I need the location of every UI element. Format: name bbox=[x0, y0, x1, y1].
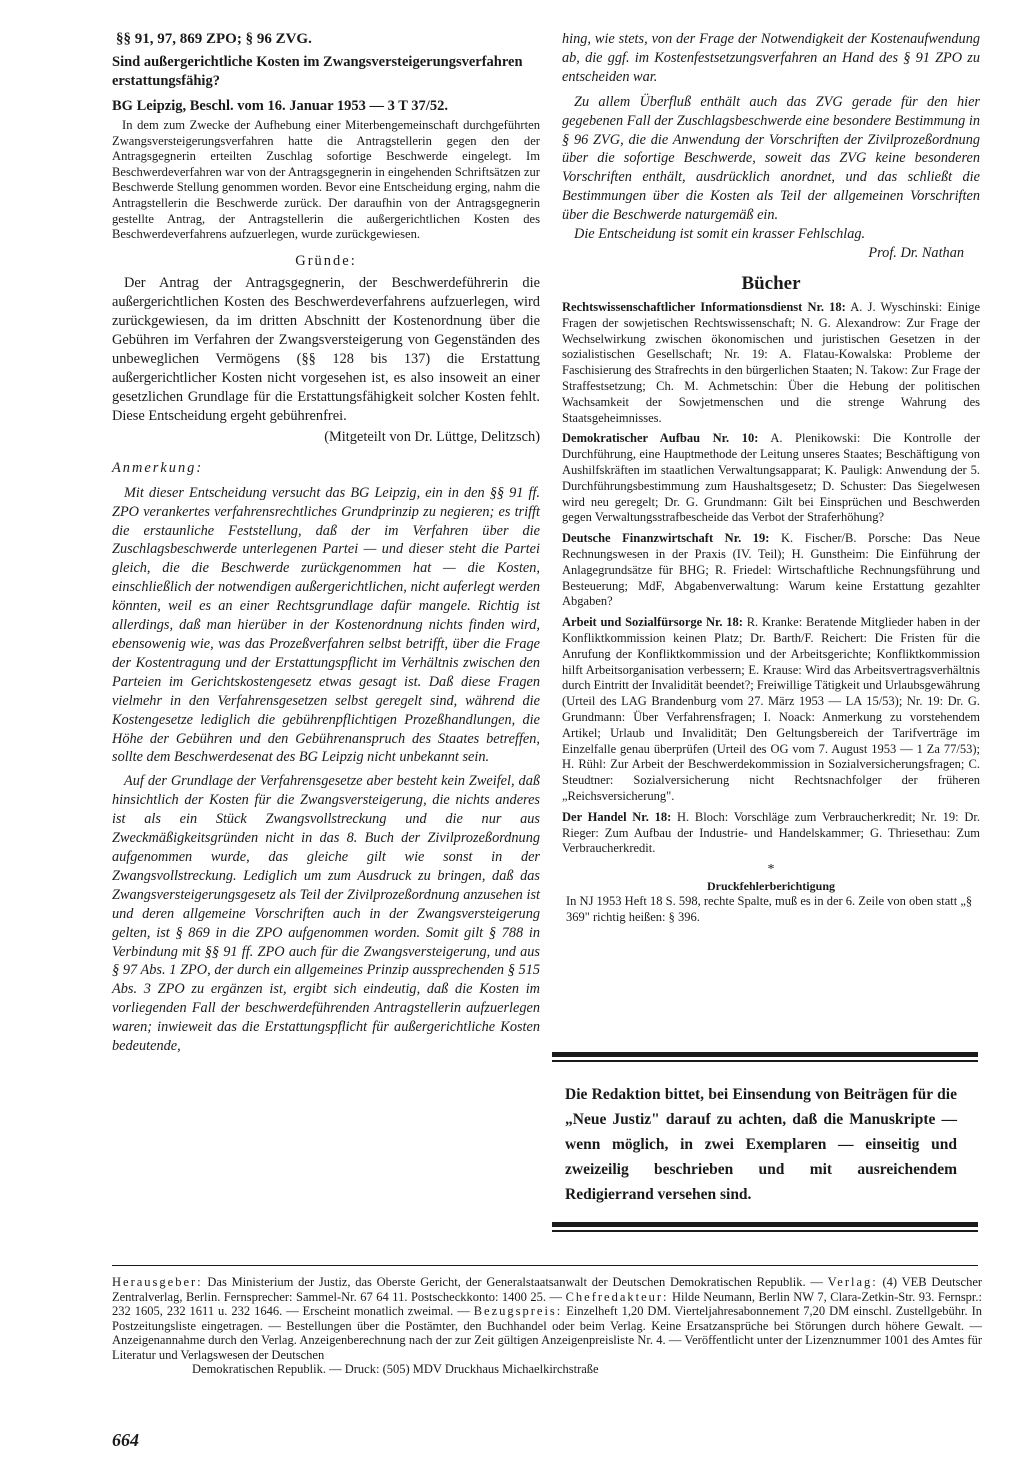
chefredakteur-label: Chefredakteur: bbox=[565, 1289, 669, 1304]
communicated-by: (Mitgeteilt von Dr. Lüttge, Delitzsch) bbox=[324, 428, 540, 445]
book-entry bbox=[562, 431, 980, 526]
impressum-body bbox=[112, 1275, 982, 1362]
editorial-notice: Die Redaktion bittet, bei Einsendung von Beiträgen für die „Neue Justiz" darauf zu achten, daß die Manuskripte — wenn möglich, in zwei Exemplaren — einseitig und zweizeilig beschrieben und mit ausreichendem Redigierrand versehen sind. bbox=[565, 1086, 957, 1203]
case-question: Sind außergerichtliche Kosten im Zwangsversteigerungsverfahren erstattungsfähig? bbox=[112, 54, 523, 89]
gruende-heading: Gründe: bbox=[295, 252, 357, 269]
bezugspreis-text: Einzelheft 1,20 DM. Vierteljahresabonnement 7,20 DM einschl. Zustellgebühr. In Postzeitungsliste eingetragen. — Bestellungen über die Postämter, den Buchhandel oder beim Verlag. Keine Ersatzansprüche bei Störungen durch höhere Gewalt. — Anzeigenannahme durch den Verlag. Anzeigenberechnung nach der zur Zeit gültigen Anzeigenpreisliste Nr. 4. — Veröffentlicht unter der Lizenznummer 1001 des Amtes für Literatur und Verlagswesen der Deutschen bbox=[112, 1304, 982, 1362]
anmerkung-paragraph-2: Auf der Grundlage der Verfahrensgesetze aber besteht kein Zweifel, daß hinsichtlich der Kosten für die Zwangsversteigerung, die nichts anderes ist als ein Stück Zwangsvollstreckung und die nur aus Zweckmäßigkeitsgründen nicht in das 8. Buch der Zivilprozeßordnung aufgenommen wurde, das gleiche gilt wie sonst in der Zwangsvollstreckung. Lediglich um zum Ausdruck zu bringen, daß das Zwangsversteigerungsgesetz als Teil der Zivilprozeßordnung anzusehen ist und deren allgemeine Vorschriften auch in der Zwangsversteigerung gelten, ist § 869 in die ZPO aufgenommen worden. Somit gilt § 788 in Verbindung mit §§ 91 ff. ZPO auch für die Zwangsversteigerung, und aus § 97 Abs. 1 ZPO, der durch ein allgemeines Prinzip aussprechenden § 515 Abs. 3 ZPO zu ergänzen ist, ergibt sich eindeutig, daß die Kosten im vorliegenden Fall der beschwerdeführenden Antragstellerin aufzuerlegen waren; inwieweit das die Erstattungspflicht für außergerichtliche Kosten bedeutende, bbox=[112, 773, 540, 1055]
right-column bbox=[562, 30, 980, 926]
notice-rule-bottom bbox=[552, 1222, 978, 1232]
notice-rule-top bbox=[552, 1052, 978, 1062]
impressum-divider bbox=[112, 1265, 978, 1266]
book-entry bbox=[562, 810, 980, 857]
page-number: 664 bbox=[112, 1430, 139, 1450]
buecher-heading: Bücher bbox=[741, 273, 801, 295]
impressum bbox=[112, 1275, 982, 1377]
entry-source: Demokratischer Aufbau Nr. 10: bbox=[562, 431, 759, 446]
entry-text: A. Plenikowski: Die Kontrolle der Durchführung, eine Hauptmethode der Leitung unseres Staates; Beschäftigung von Aushilfskräften im staatlichen Verwaltungsapparat; K. Pauligk: Anwendung der 5. Durchführungsbestimmung zum Haushaltsgesetz; D. Schuster: Das Siegelwesen wird neu geregelt; Dr. G. Grundmann: Gilt bei Einsprüchen und Beschwerden gegen Verwaltungsstrafbescheide das Verbot der Straferhöhung? bbox=[562, 431, 980, 525]
asterisk-divider: * bbox=[767, 862, 775, 878]
anmerkung-heading: Anmerkung: bbox=[112, 459, 204, 476]
verlag-label: Verlag: bbox=[827, 1275, 878, 1289]
entry-source: Der Handel Nr. 18: bbox=[562, 809, 672, 824]
bezugspreis-label: Bezugspreis: bbox=[473, 1304, 563, 1318]
gruende-text: Der Antrag der Antragsgegnerin, der Beschwerdeführerin die außergerichtlichen Kosten des Beschwerdeverfahrens aufzuerlegen, wird zurückgewiesen, da im dritten Abschnitt der Kostenordnung über die Gebühren im Verfahren der Zwangsversteigerung von Gegenständen des unbeweglichen Vermögens (§§ 128 bis 137) die Erstattung außergerichtlicher Kosten nicht vorgesehen ist, es also insoweit an einer gesetzlichen Grundlage für die Erstattungsfähigkeit solcher Kosten fehlt. Diese Entscheidung ergeht gebührenfrei. bbox=[112, 274, 540, 424]
entry-source: Rechtswissenschaftlicher Informationsdienst Nr. 18: bbox=[562, 300, 846, 315]
rule-thin bbox=[552, 1060, 978, 1062]
impressum-last-line: Demokratischen Republik. — Druck: (505) MDV Druckhaus Michaelkirchstraße bbox=[192, 1362, 599, 1376]
legal-citation: §§ 91, 97, 869 ZPO; § 96 ZVG. bbox=[116, 31, 312, 47]
entry-text: A. J. Wyschinski: Einige Fragen der sowjetischen Rechtswissenschaft; N. G. Alexandrow: Zur Frage der Wechselwirkung zwischen ökonomischen und juristischen Gesetzen in der sozialistischen Gesellschaft; Nr. 19: A. Flatau-Kowalska: Probleme der Faschisierung des Strafrechts in den bürgerlichen Staaten; N. Takow: Zur Frage der Straffestsetzung; Ch. M. Achmetschin: Über die Hebung der politischen Wachsamkeit der Sowjetmenschen und die strenge Wahrung des Staatsgeheimnisses. bbox=[562, 300, 980, 425]
entry-text: H. Bloch: Vorschläge zum Verbraucherkredit; Nr. 19: Dr. Rieger: Zum Aufbau der Industrie- und Handelskammer; G. Thriesethau: Zum Verbraucherkredit. bbox=[562, 809, 980, 856]
entry-text: K. Fischer/B. Porsche: Das Neue Rechnungswesen in der Praxis (IV. Teil); H. Gunstheim: Die Einführung der Anlagegrundsätze für BHG; R. Friedel: Wirtschaftliche Rechnungsführung und Besteuerung; MdF, Abgabenverwaltung: Warum keine Erstattung gezahlter Abgaben? bbox=[562, 531, 981, 609]
rule-thick bbox=[552, 1052, 978, 1057]
erratum-heading: Druckfehlerberichtigung bbox=[707, 879, 835, 894]
case-facts: In dem zum Zwecke der Aufhebung einer Miterbengemeinschaft durchgeführten Zwangsversteigerungsverfahren hatte die Antragstellerin gegen den der Antragsgegnerin erteilten Zuschlag sofortige Beschwerde eingelegt. Im Beschwerdeverfahren war von der Antragsgegnerin in eingehenden Schriftsätzen zur Beschwerde Stellung genommen worden. Bevor eine Entscheidung erging, nahm die Antragstellerin die Beschwerde zurück. Der daraufhin von der Antragsgegnerin gestellte Antrag, der Antragstellerin die außergerichtlichen Kosten des Beschwerdeverfahrens aufzuerlegen, wurde zurückgewiesen. bbox=[112, 118, 540, 242]
anmerkung-paragraph-1: Mit dieser Entscheidung versucht das BG Leipzig, ein in den §§ 91 ff. ZPO verankertes verfahrensrechtliches Grundprinzip zu negieren; es trifft die erstaunliche Feststellung, daß der im Verfahren über die Zuschlagsbeschwerde unterlegenen Partei — und dieser steht die Partei gleich, die die Beschwerde zurückgenommen hat — die Kosten, einschließlich der notwendigen außergerichtlichen, nicht auferlegt werden könnten, weil es an einer Rechtsgrundlage dafür mangele. Richtig ist allerdings, daß man hierüber in der Kostenordnung nichts finden wird, ebensowenig wie, was das Prozeßverfahren selbst betrifft, über die Frage der Kostentragung und der Erstattungspflicht im Verhältnis zwischen den Parteien im Gerichtskostengesetz etwas gesagt ist. Daß diese Fragen vielmehr in den Verfahrensgesetzen selbst geregelt sind, während die Kostengesetze lediglich die gebührenpflichtigen Prozeßhandlungen, die Höhe der Gebühren und den Gebührenanspruch des Staates betreffen, sollte dem Beschwerdesenat des BG Leipzig nicht unbekannt sein. bbox=[112, 484, 540, 766]
book-entry bbox=[562, 300, 980, 426]
erratum-text: In NJ 1953 Heft 18 S. 598, rechte Spalte, muß es in der 6. Zeile von oben statt „§ 369" richtig heißen: § 396. bbox=[566, 894, 973, 924]
entry-source: Arbeit und Sozialfürsorge Nr. 18: bbox=[562, 615, 743, 630]
author-signature: Prof. Dr. Nathan bbox=[868, 245, 964, 262]
left-column bbox=[112, 30, 540, 1056]
entry-text: R. Kranke: Beratende Mitglieder haben in der Konfliktkommission keinen Platz; Dr. Barth/F. Reichert: Die Fristen für die Anrufung der Konfliktkommission und der Arbeitsgerichte; Konfliktkommission hilft Arbeitsorganisation verbessern; E. Krause: Wird das Arbeitsvertragsverhältnis durch Eintritt der Invalidität beendet?; Freiwillige Tätigkeit und Urlaubsgewährung (Urteil des LAG Brandenburg vom 27. März 1953 — LA 15/53); Nr. 19: Dr. G. Grundmann: Über Verfahrensfragen; I. Noack: Anmerkung zu vorstehendem Artikel; Urlaub und Invalidität; Den Geltungsbereich der Tarifverträge im Einzelfalle genau überprüfen (Urteil des OG vom 7. August 1953 — 1 Za 77/53); H. Rühl: Zur Arbeit der Beschwerdekommission in Sozialversicherungsfragen; C. Steudtner: Sozialversicherung nicht Rechtsnachfolger der früheren „Reichsversicherung". bbox=[562, 615, 981, 803]
verlag-text: (4) VEB Deutscher Zentralverlag, Berlin. Fernsprecher: Sammel-Nr. 67 64 11. Postscheckkonto: 1400 25. — bbox=[112, 1275, 983, 1304]
anmerkung-paragraph-3: Zu allem Überfluß enthält auch das ZVG gerade für den hier gegebenen Fall der Zuschlagsbeschwerde eine besondere Bestimmung in § 96 ZVG, die die Anwendung der Vorschriften der Zivilprozeßordnung über die sofortige Beschwerde, soweit das ZVG keine besonderen Vorschriften enthält, ausdrücklich anordnet, und das schließt die Bestimmungen über die Kosten als Teil der allgemeinen Vorschriften über die Beschwerde naturgemäß ein. bbox=[562, 93, 980, 224]
anmerkung-continuation: hing, wie stets, von der Frage der Notwendigkeit der Kostenaufwendung ab, die ggf. im Kostenfestsetzungsverfahren an Hand des § 91 ZPO zu entscheiden war. bbox=[562, 31, 980, 85]
book-entry bbox=[562, 615, 980, 805]
conclusion: Die Entscheidung ist somit ein krasser Fehlschlag. bbox=[574, 226, 866, 243]
herausgeber-text: Das Ministerium der Justiz, das Oberste Gericht, der Generalstaatsanwalt der Deutschen Demokratischen Republik. — bbox=[207, 1275, 823, 1289]
entry-source: Deutsche Finanzwirtschaft Nr. 19: bbox=[562, 531, 770, 546]
book-entry bbox=[562, 531, 980, 610]
court-reference: BG Leipzig, Beschl. vom 16. Januar 1953 — 3 T 37/52. bbox=[112, 98, 448, 114]
rule-thick bbox=[552, 1222, 978, 1227]
chefredakteur-text: Hilde Neumann, Berlin NW 7, Clara-Zetkin-Str. 93. Fernspr.: 232 1605, 232 1611 u. 232 1646. — Erscheint monatlich zweimal. — bbox=[112, 1289, 982, 1318]
herausgeber-label: Herausgeber: bbox=[112, 1275, 203, 1289]
rule-thin bbox=[552, 1230, 978, 1232]
